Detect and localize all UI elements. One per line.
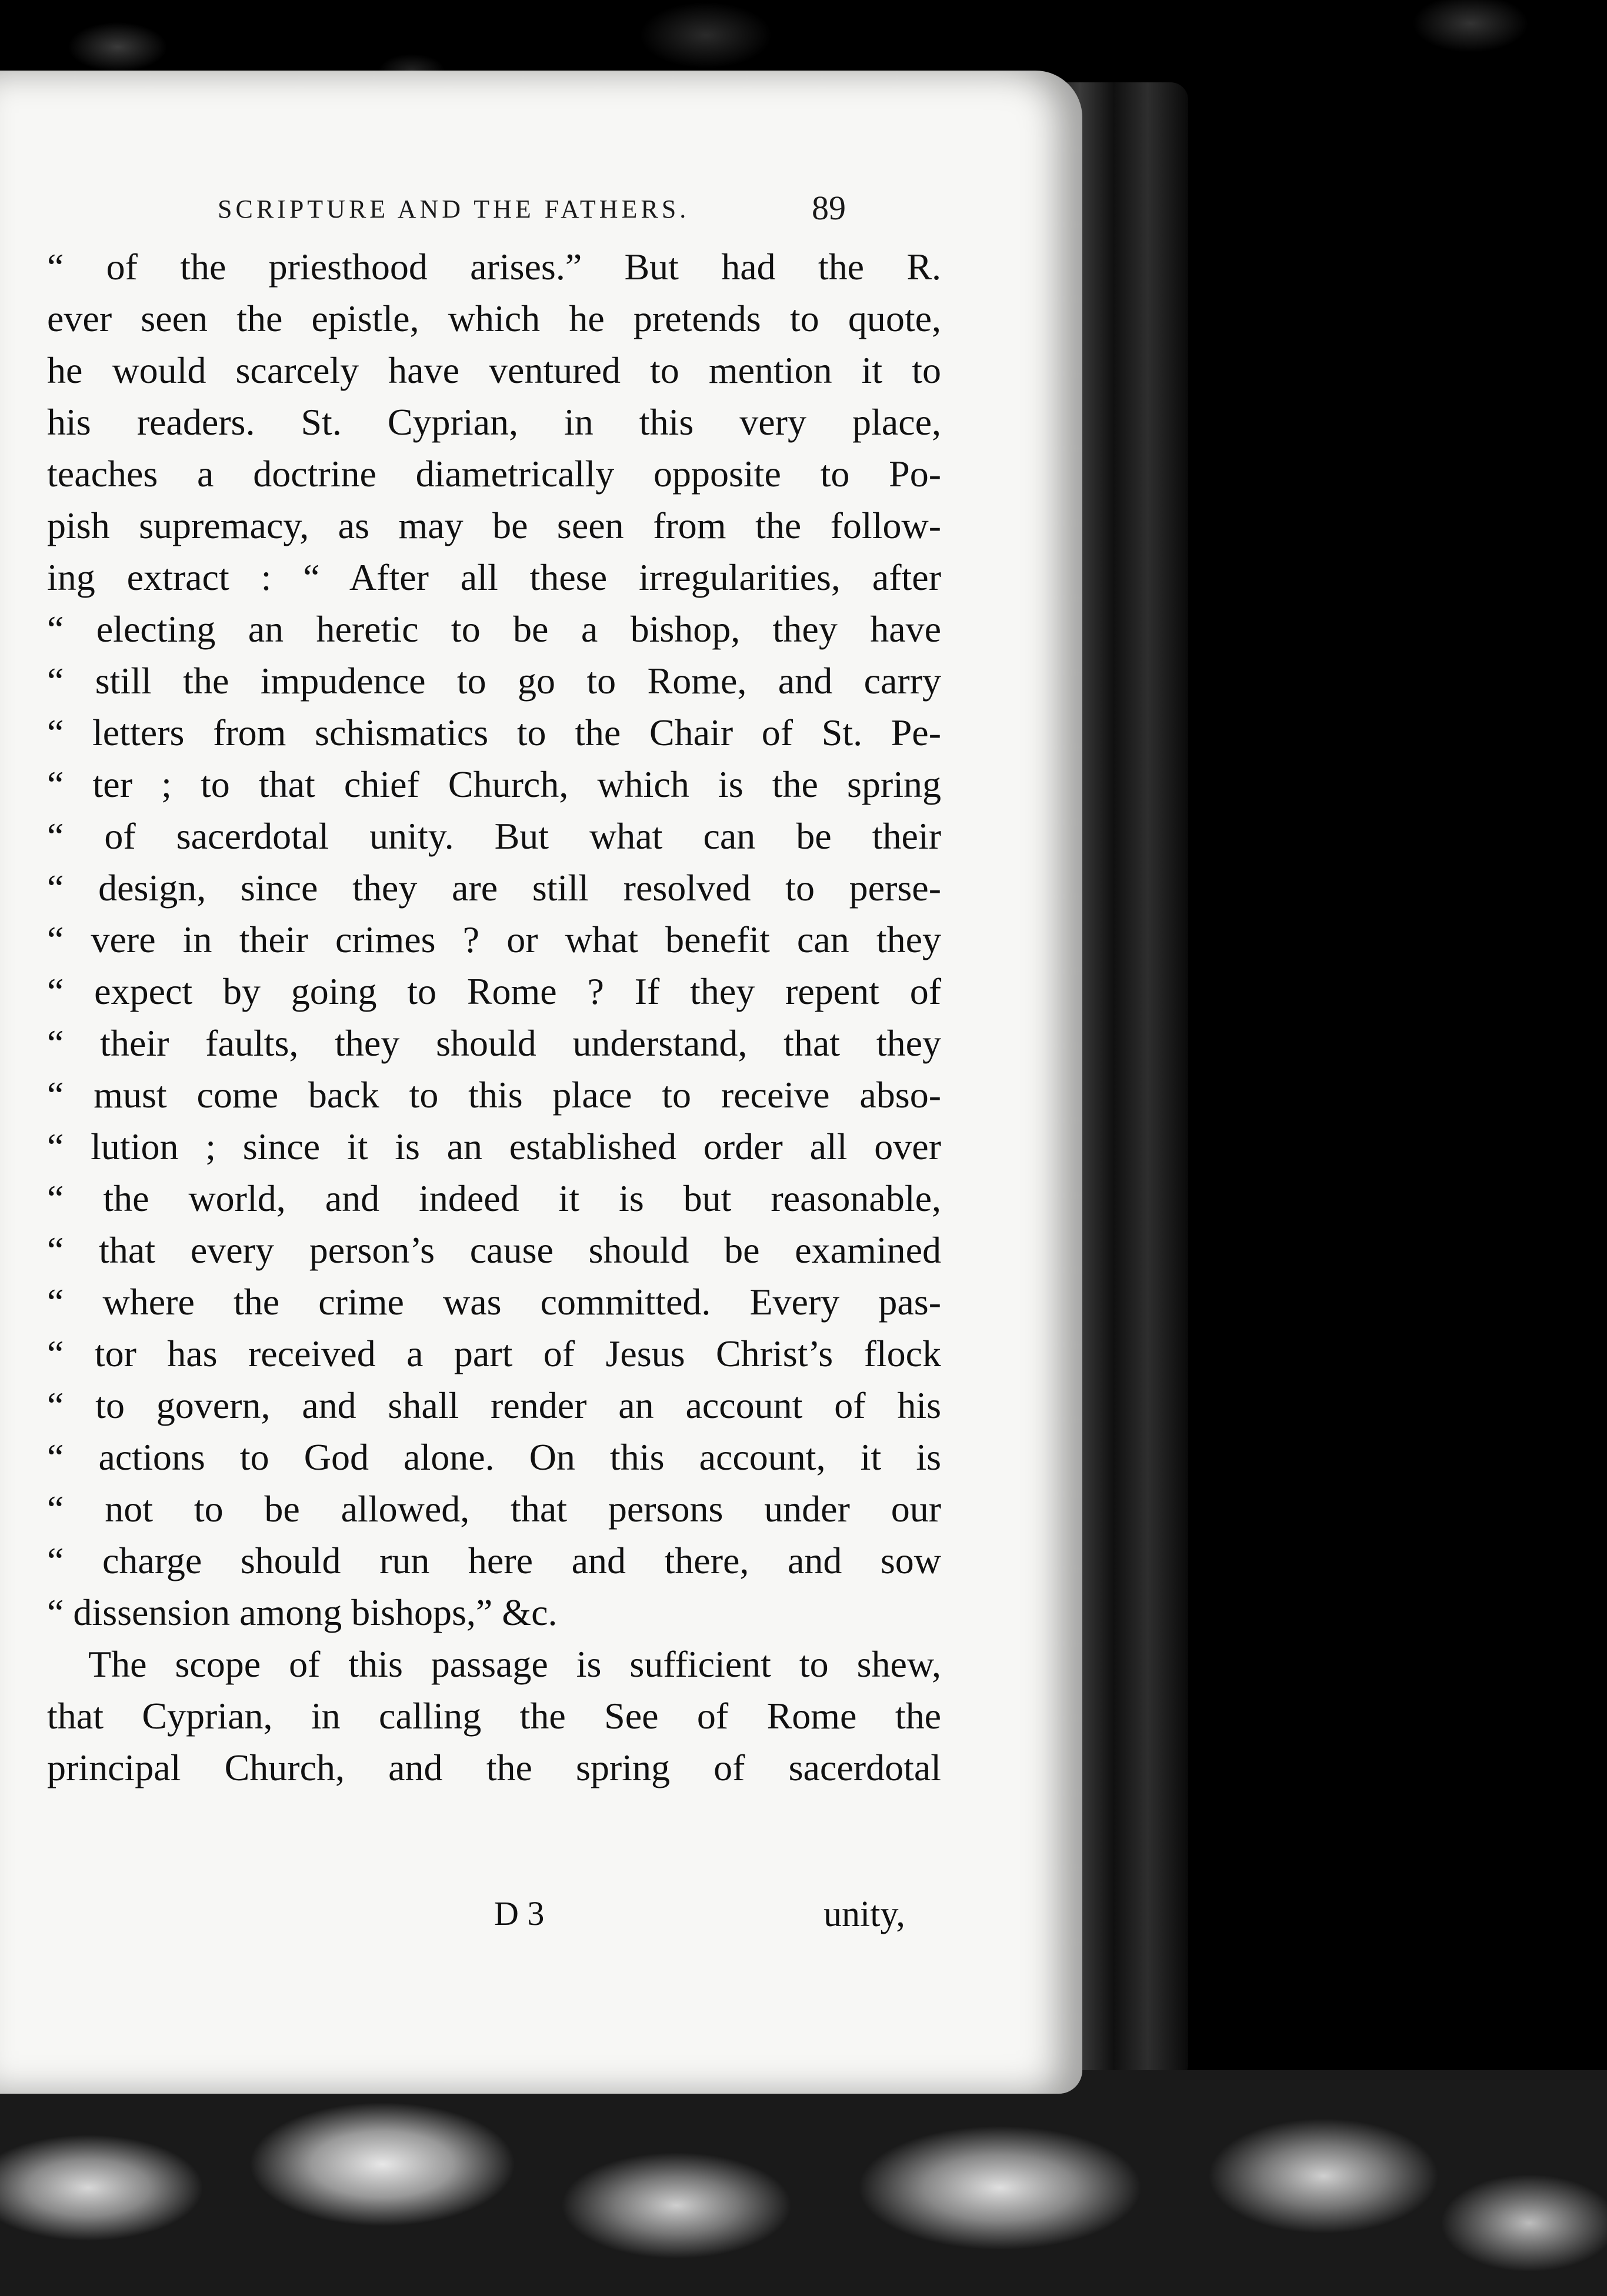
text-line: “ actions to God alone. On this account, it is xyxy=(47,1436,941,1478)
text-line: “ must come back to this place to receive abso- xyxy=(47,1074,941,1116)
text-line: “ electing an heretic to be a bishop, they have xyxy=(47,608,941,650)
text-line: “ design, since they are still resolved to perse- xyxy=(47,867,941,909)
text-line: “ ter ; to that chief Church, which is the spring xyxy=(47,763,941,805)
text-line: “ of the priesthood arises.” But had the R. xyxy=(47,246,941,288)
text-line: “ the world, and indeed it is but reasonable, xyxy=(47,1177,941,1219)
body-text xyxy=(47,241,941,1794)
text-line: “ where the crime was committed. Every pas- xyxy=(47,1281,941,1323)
text-line: “ to govern, and shall render an account of his xyxy=(47,1384,941,1426)
text-line: teaches a doctrine diametrically opposite to Po- xyxy=(47,453,941,495)
text-line: “ their faults, they should understand, that they xyxy=(47,1022,941,1064)
text-line: “ of sacerdotal unity. But what can be their xyxy=(47,815,941,857)
text-line: “ not to be allowed, that persons under our xyxy=(47,1488,941,1530)
text-line: “ expect by going to Rome ? If they repent of xyxy=(47,970,941,1012)
text-line: “ tor has received a part of Jesus Christ’s flock xyxy=(47,1333,941,1374)
book-page xyxy=(0,71,1082,2094)
text-line: “ still the impudence to go to Rome, and carry xyxy=(47,660,941,702)
text-line: “ letters from schismatics to the Chair of St. Pe- xyxy=(47,712,941,753)
text-line: “ lution ; since it is an established order all over xyxy=(47,1126,941,1167)
text-line: ever seen the epistle, which he pretends to quote, xyxy=(47,298,941,339)
text-line: ing extract : “ After all these irregularities, after xyxy=(47,556,941,598)
running-head: SCRIPTURE AND THE FATHERS. xyxy=(218,195,690,223)
text-line: “ vere in their crimes ? or what benefit can they xyxy=(47,919,941,960)
text-line: “ that every person’s cause should be examined xyxy=(47,1229,941,1271)
text-line: “ charge should run here and there, and sow xyxy=(47,1540,941,1581)
signature-mark: D 3 xyxy=(494,1894,545,1933)
text-line: that Cyprian, in calling the See of Rome the xyxy=(47,1695,941,1737)
catchword: unity, xyxy=(823,1894,905,1934)
text-line: principal Church, and the spring of sacerdotal xyxy=(47,1747,941,1788)
text-line: The scope of this passage is sufficient to shew, xyxy=(88,1643,941,1685)
scan-background-bottom xyxy=(0,2070,1607,2296)
page-number: 89 xyxy=(812,189,846,227)
text-line: pish supremacy, as may be seen from the follow- xyxy=(47,505,941,546)
text-line: his readers. St. Cyprian, in this very place, xyxy=(47,401,941,443)
text-line: he would scarcely have ventured to mention it to xyxy=(47,349,941,391)
text-line: “ dissension among bishops,” &c. xyxy=(47,1591,558,1633)
